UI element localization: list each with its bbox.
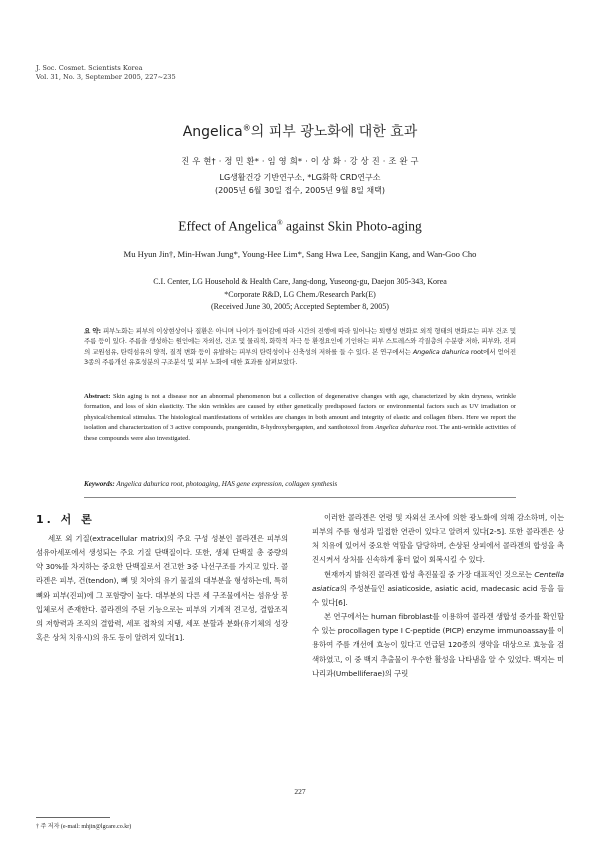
left-column — [36, 532, 288, 645]
korean-affiliation — [0, 171, 600, 197]
keywords-text: Angelica dahurica root, photoaging, HAS gene expression, collagen synthesis — [114, 480, 338, 488]
paragraph: 본 연구에서는 human fibroblast를 이용하여 콜라겐 생합성 증가를 확인할 수 있는 procollagen type I C-peptide (PICP) enzyme immunoassay를 이용하여 주름 개선에 효능이 있다고 언급된 120종의 생약을 대상으로 효능을 검색하였고, 이 중 백지 추출물이 우수한 활성을 나타냄을 알 수 있었다. 백지는 미나리과(Umbelliferae)의 구릿 — [312, 612, 564, 678]
korean-abstract — [84, 326, 516, 368]
english-title-before: Effect of Angelica — [178, 218, 277, 234]
korean-title — [0, 121, 600, 141]
english-abstract-text-end: root. The anti-wrinkle activities of these compounds were also investigated. — [84, 424, 516, 442]
korean-received-dates: (2005년 6월 30일 접수, 2005년 9월 8일 채택) — [214, 186, 386, 195]
english-abstract-text: Skin aging is not a disease nor an abnormal phenomenon but a collection of degenerative changes with age, characterized by skin dryness, wrinkle formation, and loss of skin elasticity. The skin wrinkles are caused by either genetically predisposed factors or environmental factors such as UV irradiation or physical/chemical stimulus. The histological manifestations of wrinkles are changes in both amount and integrity of elastic and collagen fibers. Here we report the isolation and characterization of 3 active compounds, prangenidin, 8-hydroxybergapten, and xanthotoxol from — [84, 393, 516, 432]
korean-abstract-text-end: root에서 얻어진 3종의 주름개선 유효성분의 구조분석 및 피부 노화에 대한 효과를 살펴보았다. — [84, 347, 516, 367]
english-affiliation-line1: C.I. Center, LG Household & Health Care, Jang-dong, Yuseong-gu, Daejon 305-343, Korea — [153, 277, 447, 286]
journal-citation — [36, 64, 176, 82]
english-abstract — [84, 392, 516, 444]
footnote-rule — [36, 817, 110, 818]
korean-abstract-label: 요 약: — [84, 327, 101, 335]
korean-title-main: Angelica — [182, 124, 243, 140]
english-abstract-label: Abstract: — [84, 393, 111, 400]
korean-authors: 진 우 현† · 정 민 환* · 임 영 희* · 이 상 화 · 강 상 진 · 조 완 구 — [181, 156, 419, 166]
page-number: 227 — [294, 787, 306, 796]
footnote: † 주 저자 (e-mail: mhjin@lgcare.co.kr) — [36, 824, 132, 830]
paragraph-text: 의 주성분들인 asiaticoside, asiatic acid, madecasic acid 등을 들 수 있다[6]. — [312, 583, 564, 607]
paragraph: 이러한 콜라겐은 연령 및 자외선 조사에 의한 광노화에 의해 감소하며, 이는 피부의 주름 형성과 밀접한 연관이 있다고 알려져 있다[2-5]. 또한 콜라겐은 상처 치유에 있어서 중요한 역할을 담당하며, 손상된 상피에서 콜라겐의 합성을 촉진시켜서 상처를 신속하게 흉터 없이 회복시킬 수 있다. — [312, 513, 564, 565]
journal-volume: Vol. 31, No. 3, September 2005, 227~235 — [36, 73, 176, 81]
english-received-dates: (Received June 30, 2005; Accepted September 8, 2005) — [211, 302, 389, 311]
keywords-label: Keywords: — [84, 480, 115, 488]
korean-abstract-text: 피부노화는 피부의 이상현상이나 질환은 아니며 나이가 들어감에 따라 시간의 진행에 따라 일어나는 퇴행성 변화로 외적 형태의 변화로는 피부 건조 및 주름 등이 있다. 주름을 생성하는 원인에는 자외선, 건조 및 물리적, 화학적 자극 등 환경요인에 기인하는 피부 스트레스와 각질층의 수분량 저하, 피부와, 진피의 교원섬유, 탄력섬유의 양적, 질적 변화 등이 유발하는 피부의 탄력성이나 신축성의 저하를 들 수 있다. 본 연구에서는 — [84, 327, 516, 356]
species-name: Centella asiatica — [312, 569, 564, 593]
right-column — [312, 511, 564, 681]
journal-name: J. Soc. Cosmet. Scientists Korea — [36, 64, 143, 72]
english-affiliation — [0, 276, 600, 314]
english-title — [0, 218, 600, 235]
paragraph: 세포 외 기질(extracellular matrix)의 주요 구성 성분인 콜라겐은 피부의 섬유아세포에서 생성되는 주요 기질 단백질이다. 또한, 생체 단백질 총 중량의 약 30%를 차지하는 중요한 단백질로서 견고한 3중 나선구조를 가지고 있다. 콜라겐은 피부, 건(tendon), 뼈 및 치아의 유기 물질의 대부분을 형성하는데, 특히 뼈와 피부(진피)에 그 포함량이 높다. 대부분의 다른 세 구조물에서는 섬유상 봉입체로서 존재한다. 콜라겐의 주된 기능으로는 피부의 기계적 견고성, 결합조직의 저항력과 조직의 결합력, 세포 접착의 지탱, 세포 분할과 분화(유기체의 성장 혹은 상처 치유시)의 유도 등이 알려져 있다[1]. — [36, 534, 288, 643]
korean-title-rest: 의 피부 광노화에 대한 효과 — [250, 124, 418, 140]
abstract-divider — [84, 497, 516, 498]
keywords — [84, 480, 516, 488]
english-authors: Mu Hyun Jin†, Min-Hwan Jung*, Young-Hee Lim*, Sang Hwa Lee, Sangjin Kang, and Wan-Goo Cho — [123, 249, 477, 259]
paragraph-text: 현재까지 밝혀진 콜라겐 합성 촉진물질 중 가장 대표적인 것으로는 — [324, 569, 535, 579]
english-abstract-species: Angelica dahurica — [375, 424, 424, 432]
english-affiliation-line2: *Corporate R&D, LG Chem./Research Park(E) — [224, 289, 376, 299]
section-heading-introduction: 1. 서 론 — [36, 513, 95, 526]
korean-affiliation-line: LG생활건강 기반연구소, *LG화학 CRD연구소 — [219, 173, 381, 182]
registered-mark: ® — [276, 218, 283, 227]
registered-mark: ® — [242, 123, 251, 133]
paragraph — [312, 568, 564, 610]
english-title-after: against Skin Photo-aging — [282, 218, 422, 234]
korean-abstract-species: Angelica dahurica — [412, 347, 469, 356]
